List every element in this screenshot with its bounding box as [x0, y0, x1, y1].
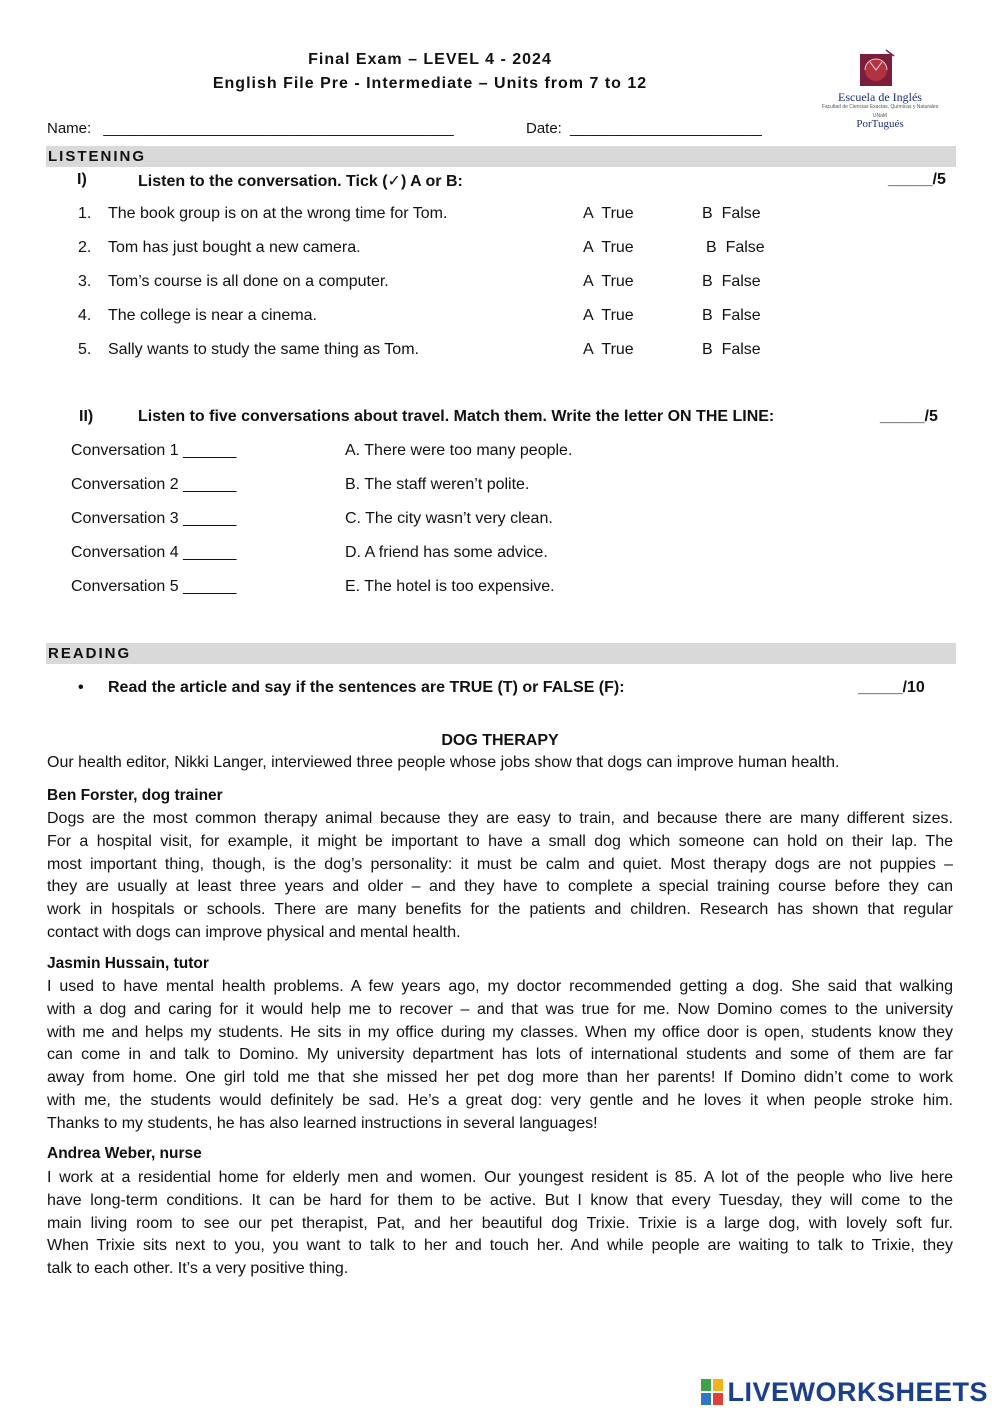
conversation-blank[interactable]: Conversation 1 ______: [71, 442, 237, 459]
date-row: [526, 120, 762, 137]
option-a[interactable]: A True: [583, 239, 634, 256]
statement-text: Sally wants to study the same thing as Tom.: [108, 341, 419, 358]
bullet-icon: •: [78, 679, 84, 696]
match-option: E. The hotel is too expensive.: [345, 578, 555, 595]
logo-text-portugues: PorTugués: [856, 118, 904, 130]
exam-subtitle: English File Pre - Intermediate – Units from 7 to 12: [212, 75, 648, 92]
part2-score[interactable]: _____/5: [880, 408, 938, 425]
conversation-blank[interactable]: Conversation 5 ______: [71, 578, 237, 595]
section-heading: Jasmin Hussain, tutor: [47, 955, 209, 972]
option-a[interactable]: A True: [583, 341, 634, 358]
part1-instruction: Listen to the conversation. Tick (✓) A or B:: [138, 173, 463, 190]
tick-icon: ✓: [387, 173, 401, 190]
crest-icon: [856, 48, 896, 88]
list-item: 3.: [78, 273, 92, 290]
option-a[interactable]: A True: [583, 307, 634, 324]
conversation-blank[interactable]: Conversation 2 ______: [71, 476, 237, 493]
option-b[interactable]: B False: [702, 205, 761, 222]
article-intro: Our health editor, Nikki Langer, interviewed three people whose jobs show that dogs can improve human health.: [47, 754, 840, 771]
list-item: 4.: [78, 307, 92, 324]
liveworksheets-logo: [701, 1375, 988, 1409]
part2-number: II): [79, 408, 94, 425]
match-option: B. The staff weren’t polite.: [345, 476, 530, 493]
name-row: [47, 120, 454, 137]
statement-text: The book group is on at the wrong time for Tom.: [108, 205, 448, 222]
name-label: Name:: [47, 120, 92, 137]
list-item: 1.: [78, 205, 92, 222]
option-b[interactable]: B False: [702, 273, 761, 290]
option-a[interactable]: A True: [583, 205, 634, 222]
section-heading: Andrea Weber, nurse: [47, 1145, 202, 1162]
logo-text-school: Escuela de Inglés: [838, 90, 922, 104]
name-field[interactable]: __________________________________________: [103, 120, 454, 137]
option-a[interactable]: A True: [583, 273, 634, 290]
conversation-blank[interactable]: Conversation 3 ______: [71, 510, 237, 527]
list-item: 5.: [78, 341, 92, 358]
date-field[interactable]: _______________________: [570, 120, 762, 137]
match-option: A. There were too many people.: [345, 442, 573, 459]
option-b[interactable]: B False: [706, 239, 765, 256]
logo-text-faculty: Facultad de Ciencias Exactas, Químicas y Naturales: [821, 104, 939, 110]
conversation-blank[interactable]: Conversation 4 ______: [71, 544, 237, 561]
statement-text: Tom has just bought a new camera.: [108, 239, 361, 256]
match-option: D. A friend has some advice.: [345, 544, 548, 561]
listening-section-header: LISTENING: [46, 146, 956, 167]
part1-score[interactable]: _____/5: [888, 171, 946, 188]
statement-text: Tom’s course is all done on a computer.: [108, 273, 389, 290]
article-paragraph: Dogs are the most common therapy animal because they are easy to train, and because there are many different sizes. For a hospital visit, for example, it might be important to have a small dog which someone can hold on their lap. The most important thing, though, is the dog’s personality: it must be calm and quiet. Most therapy dogs are not puppies – they are usually at least three years and older – and they have to complete a special training course before they can work in hospitals or schools. There are many benefits for the patients and children. Research has shown that regular contact with dogs can improve physical and mental health.: [47, 810, 953, 941]
match-option: C. The city wasn’t very clean.: [345, 510, 553, 527]
section-heading: Ben Forster, dog trainer: [47, 787, 223, 804]
school-logo: [820, 44, 950, 134]
liveworksheets-text: LIVEWORKSHEETS: [727, 1376, 988, 1407]
article-paragraph: I used to have mental health problems. A few years ago, my doctor recommended getting a dog. She said that walking with a dog and caring for it would help me to recover – and that was true for me. Now Domino comes to the university with me and helps my students. He sits in my office during my classes. When my office door is open, students know they can come in and talk to Domino. My university department has lots of international students and some of them are far away from home. One girl told me that she missed her pet dog more than her parents! If Domino didn’t come to work with me, the students would definitely be sad. He’s a great dog: very gentle and he loves it when people stroke him. Thanks to my students, he has also learned instructions in several languages!: [47, 978, 953, 1132]
reading-instruction: Read the article and say if the sentences are TRUE (T) or FALSE (F):: [108, 679, 625, 696]
reading-score[interactable]: _____/10: [858, 679, 925, 696]
article-paragraph: I work at a residential home for elderly men and women. Our youngest resident is 85. A lot of the people who live here have long-term conditions. It can be hard for them to be active. But I know that every Tuesday, they will come to the main living room to see our pet therapist, Pat, and her beautiful dog Trixie. Trixie is a large dog, with lovely soft fur. When Trixie sits next to you, you want to talk to her and touch her. And while people are waiting to talk to Trixie, they talk to each other. It’s a very positive thing.: [47, 1169, 953, 1278]
part1-number: I): [77, 171, 87, 188]
logo-text-unam: UNaM: [872, 113, 888, 119]
part2-instruction: Listen to five conversations about travel. Match them. Write the letter ON THE LINE:: [138, 408, 775, 425]
list-item: 2.: [78, 239, 92, 256]
option-b[interactable]: B False: [702, 341, 761, 358]
statement-text: The college is near a cinema.: [108, 307, 317, 324]
exam-title: Final Exam – LEVEL 4 - 2024: [308, 51, 552, 68]
date-label: Date:: [526, 120, 562, 137]
liveworksheets-icon: [701, 1379, 723, 1405]
article-title: DOG THERAPY: [441, 732, 559, 749]
option-b[interactable]: B False: [702, 307, 761, 324]
reading-section-header: READING: [46, 643, 956, 664]
